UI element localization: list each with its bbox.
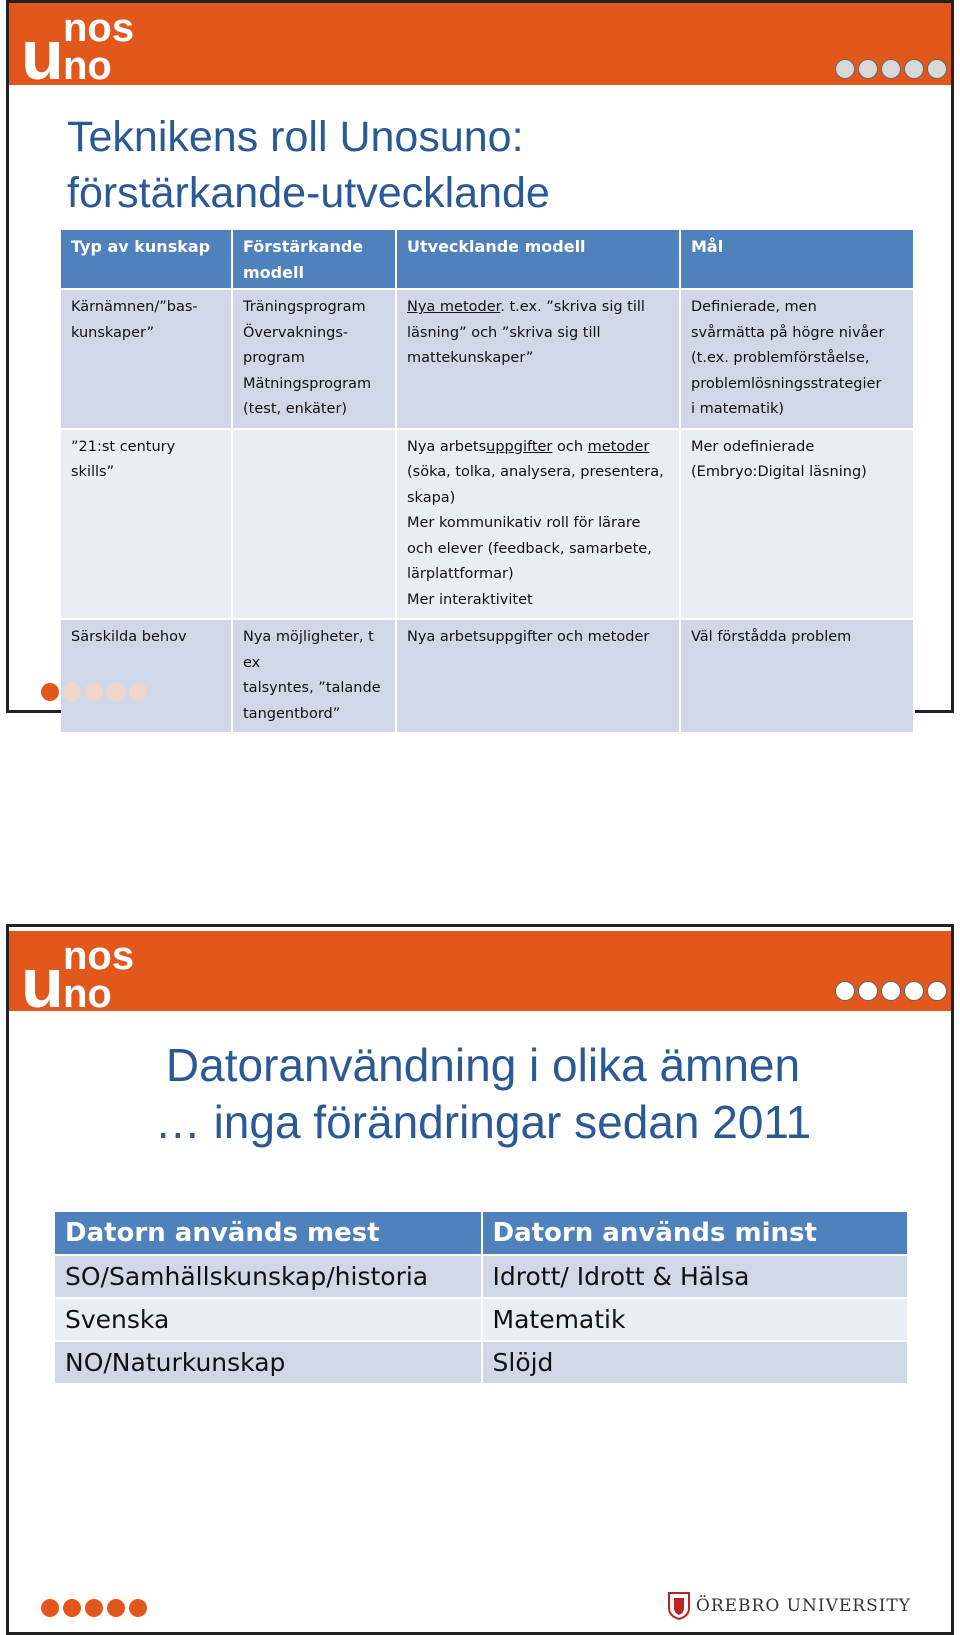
dot-icon [904, 59, 924, 79]
dot-icon [881, 981, 901, 1001]
svg-text:nos: nos [63, 6, 135, 50]
cell-line: program [243, 350, 305, 366]
cell-line: Nya arbetsuppgifter och metoder [407, 629, 650, 645]
cell-most: Svenska [55, 1298, 482, 1341]
cell-least: Slöjd [482, 1341, 909, 1383]
cell-text: metoder [587, 438, 650, 455]
header-least: Datorn används minst [482, 1212, 909, 1255]
decorative-dots [835, 59, 947, 79]
header-forst: Förstärkande modell [232, 230, 396, 289]
cell-typ [61, 619, 232, 732]
dot-icon [129, 1599, 147, 1617]
orebro-university-logo [668, 1592, 911, 1620]
dot-icon [835, 981, 855, 1001]
svg-text:no: no [63, 972, 112, 1011]
cell-line: Mer odefinierade [691, 438, 815, 455]
dot-icon [835, 59, 855, 79]
computer-use-table [55, 1212, 909, 1383]
dot-icon [63, 683, 81, 701]
cell-most: NO/Naturkunskap [55, 1341, 482, 1383]
decorative-dots-bottom [41, 683, 147, 701]
cell-utv [396, 289, 680, 429]
dot-icon [858, 981, 878, 1001]
svg-text:nos: nos [63, 934, 135, 978]
cell-line: i matematik) [691, 401, 785, 417]
table-header-row [61, 230, 914, 289]
dot-icon [858, 59, 878, 79]
cell-line: Mer kommunikativ roll för lärare och elever (feedback, samarbete, lärplattformar) [407, 515, 652, 582]
dot-icon [41, 1599, 59, 1617]
dot-icon [881, 59, 901, 79]
cell-line: (t.ex. problemförståelse, [691, 350, 870, 366]
cell-mal [680, 289, 914, 429]
header-utv: Utvecklande modell [396, 230, 680, 289]
cell-line: problemlösningsstrategier [691, 375, 882, 392]
university-name: ÖREBRO UNIVERSITY [695, 1596, 911, 1616]
cell-forst [232, 619, 396, 732]
dot-icon [107, 1599, 125, 1617]
cell-line [407, 435, 669, 461]
dot-icon [927, 59, 947, 79]
cell-text: . t.ex. ”skriva sig till läsning” och ”skriva sig till mattekunskaper” [407, 299, 645, 366]
svg-text:u: u [21, 16, 64, 83]
cell-mal [680, 429, 914, 620]
svg-text:u: u [21, 944, 64, 1011]
shield-icon [668, 1592, 690, 1620]
decorative-dots [835, 981, 947, 1001]
cell-text: Nya arbets [407, 438, 487, 455]
slide-title [67, 109, 927, 221]
table-row [55, 1341, 908, 1383]
decorative-dots-bottom [41, 1599, 147, 1617]
dot-icon [129, 683, 147, 701]
table-row [61, 289, 914, 429]
cell-most: SO/Samhällskunskap/historia [55, 1255, 482, 1298]
header-mal: Mål [680, 230, 914, 289]
header-banner [9, 3, 951, 85]
cell-line: (Embryo:Digital läsning) [691, 464, 867, 480]
cell-line: Mer interaktivitet [407, 591, 533, 608]
cell-typ [61, 429, 232, 620]
table-header-row [55, 1212, 908, 1255]
cell-line: Definierade, men [691, 299, 817, 315]
cell-least: Matematik [482, 1298, 909, 1341]
header-typ: Typ av kunskap [61, 230, 232, 289]
cell-mal [680, 619, 914, 732]
cell-text: uppgifter [486, 438, 553, 455]
title-line-1: Datoranvändning i olika ämnen [165, 1039, 801, 1091]
table-row [55, 1298, 908, 1341]
cell-typ [61, 289, 232, 429]
dot-icon [85, 1599, 103, 1617]
cell-line: (söka, tolka, analysera, presentera, skapa) [407, 464, 664, 506]
dot-icon [927, 981, 947, 1001]
cell-line: talsyntes, ”talande [243, 680, 381, 696]
cell-line: Övervaknings- [243, 324, 349, 341]
table-row [61, 619, 914, 732]
cell-line: (test, enkäter) [243, 401, 348, 417]
cell-line: ”21:st century skills” [71, 438, 176, 480]
header-banner [9, 931, 951, 1011]
cell-text: Nya metoder [407, 299, 501, 315]
cell-line: Mätningsprogram [243, 375, 372, 392]
cell-forst [232, 429, 396, 620]
dot-icon [107, 683, 125, 701]
cell-utv [396, 619, 680, 732]
table-row [61, 429, 914, 620]
slide-title [9, 1037, 957, 1151]
knowledge-table [61, 230, 915, 732]
dot-icon [41, 683, 59, 701]
dot-icon [63, 1599, 81, 1617]
svg-text:no: no [63, 44, 112, 83]
title-line-2: förstärkande-utvecklande [67, 169, 550, 217]
cell-line: Nya möjligheter, t ex [243, 629, 374, 671]
title-line-2: … inga förändringar sedan 2011 [154, 1096, 812, 1148]
cell-text: och [552, 438, 588, 455]
unosuno-logo [19, 5, 154, 83]
cell-line: svårmätta på högre nivåer [691, 324, 885, 341]
dot-icon [85, 683, 103, 701]
title-line-1: Teknikens roll Unosuno: [67, 113, 524, 161]
slide-2 [6, 924, 954, 1635]
table-row [55, 1255, 908, 1298]
unosuno-logo [19, 933, 154, 1011]
slide-1 [6, 0, 954, 722]
cell-line: Särskilda behov [71, 629, 187, 645]
dot-icon [904, 981, 924, 1001]
cell-line: Väl förstådda problem [691, 629, 852, 645]
cell-utv [396, 429, 680, 620]
cell-line: kunskaper” [71, 324, 155, 341]
cell-line: Kärnämnen/”bas- [71, 299, 198, 315]
cell-least: Idrott/ Idrott & Hälsa [482, 1255, 909, 1298]
cell-forst [232, 289, 396, 429]
header-most: Datorn används mest [55, 1212, 482, 1255]
cell-line: tangentbord” [243, 705, 341, 722]
cell-line: Träningsprogram [243, 299, 366, 315]
